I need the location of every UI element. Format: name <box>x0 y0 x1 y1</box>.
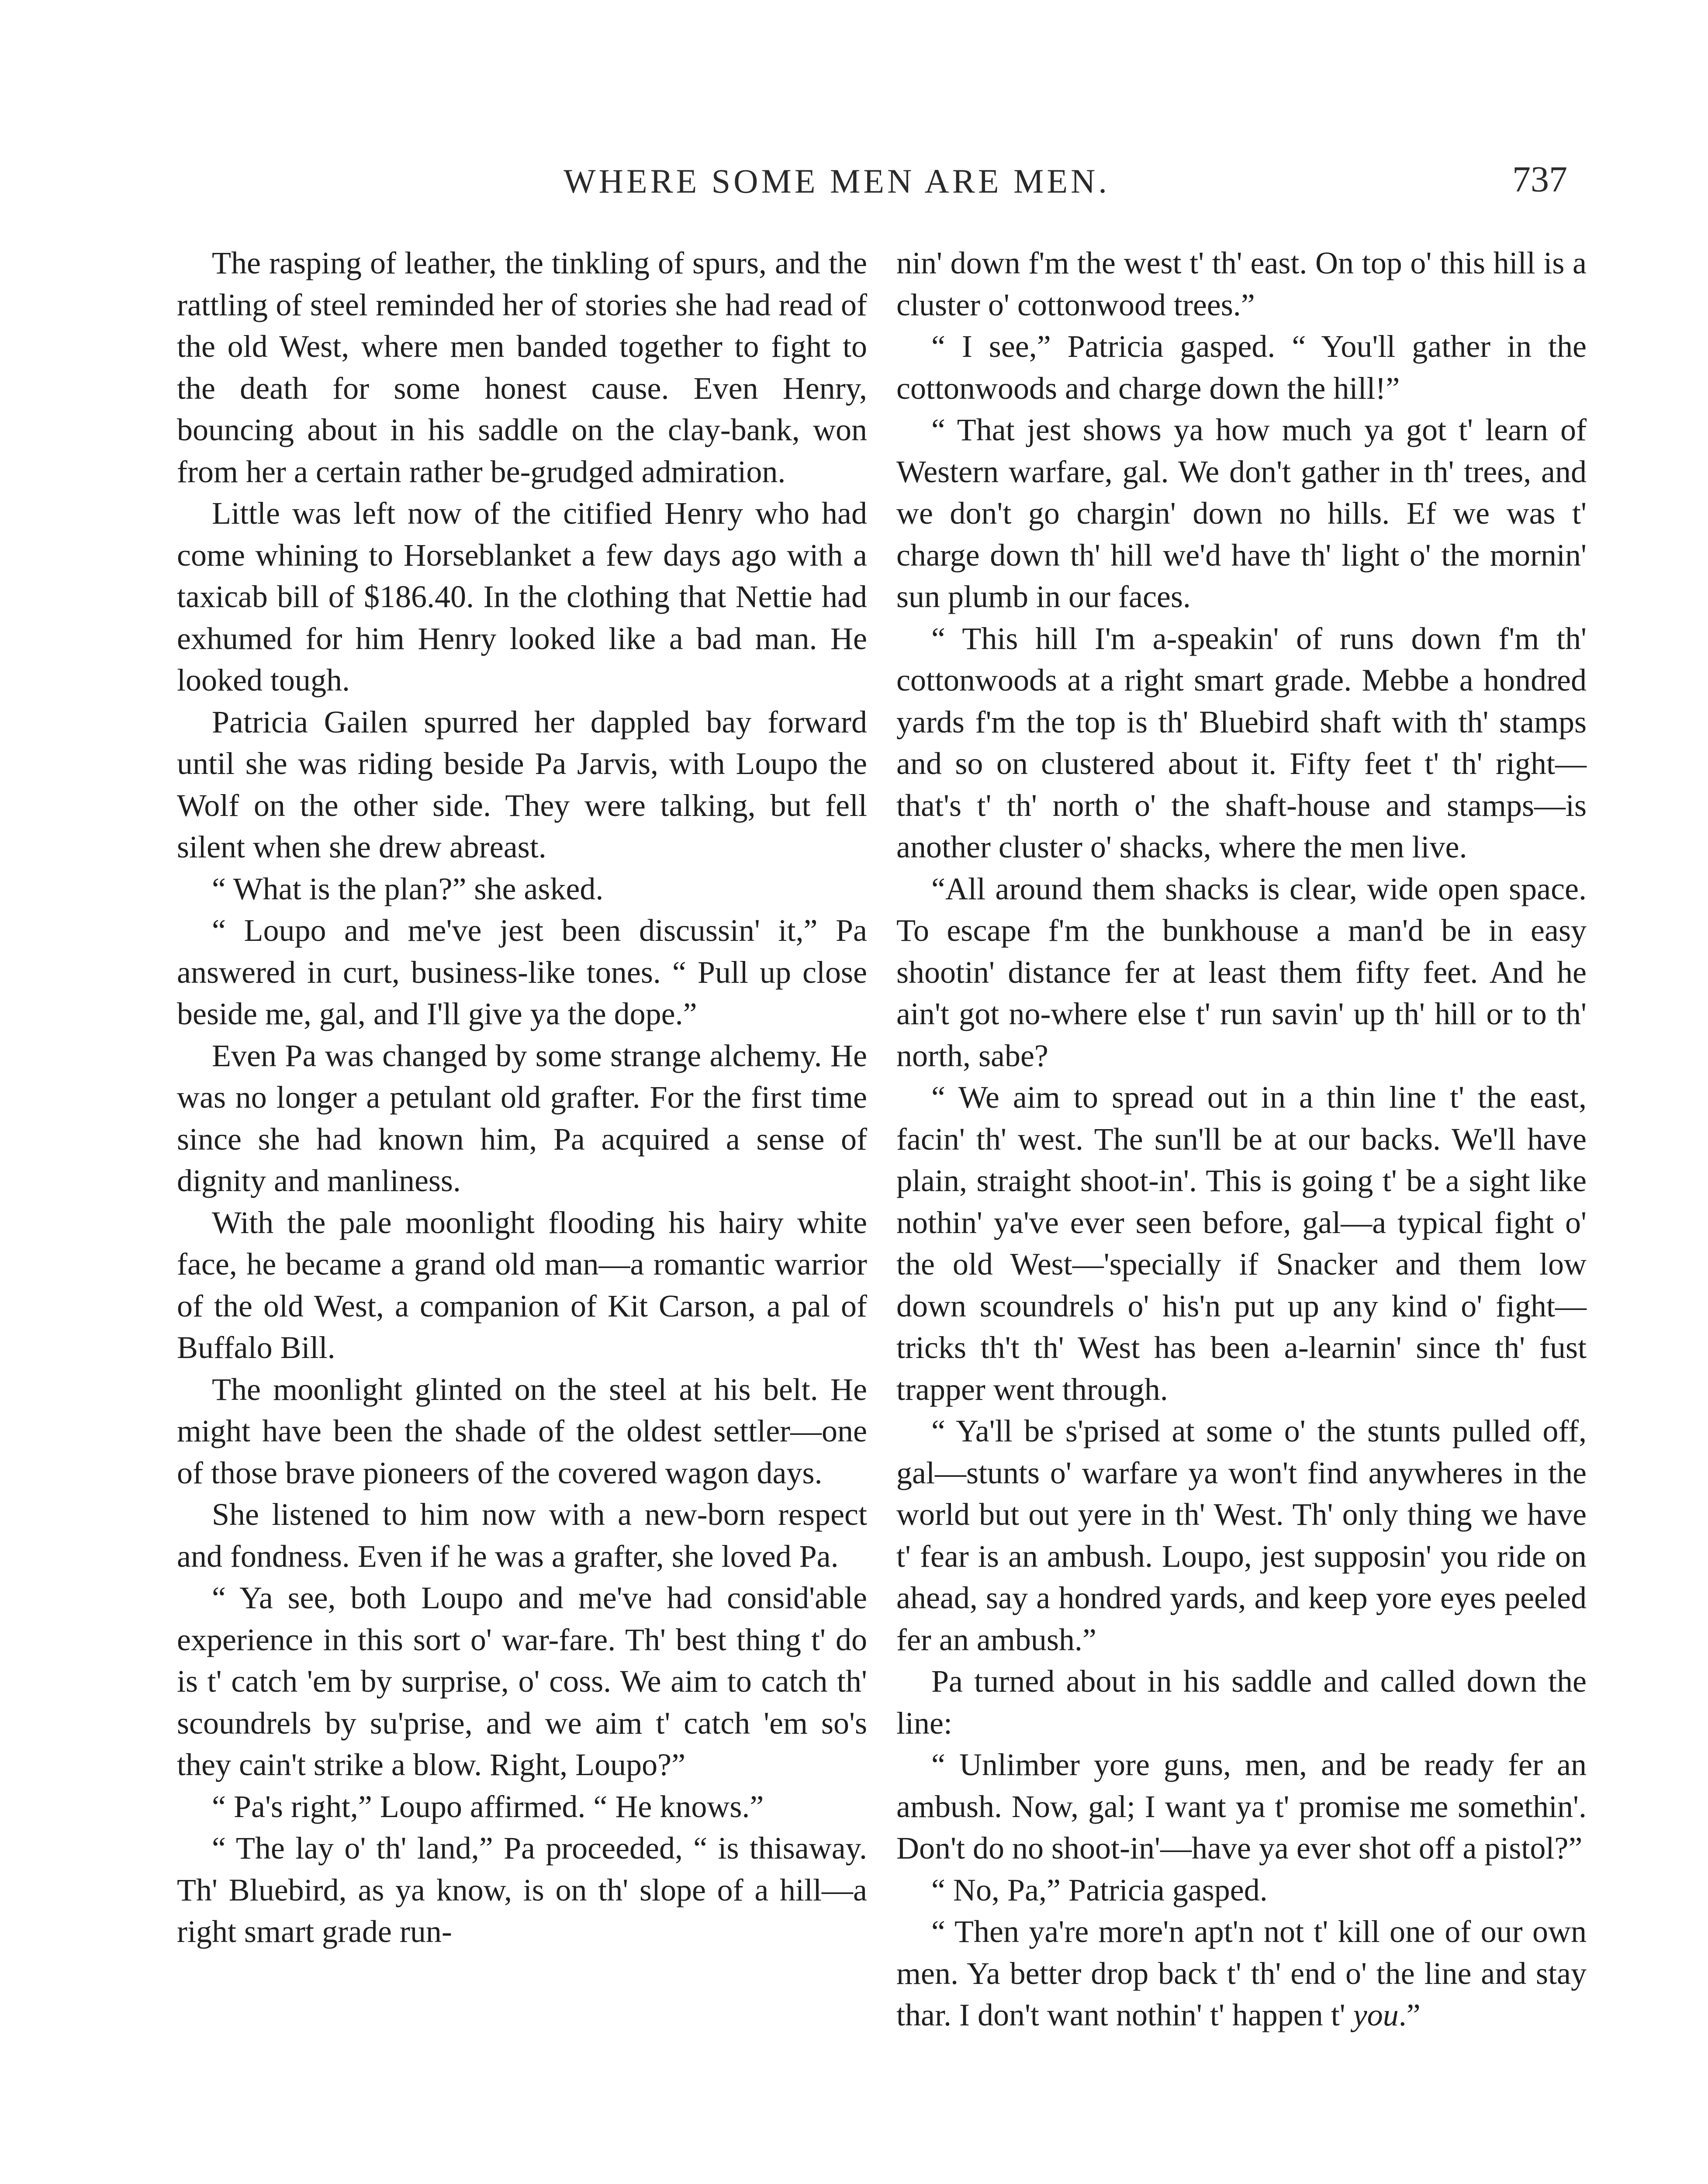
paragraph: With the pale moonlight flooding his hairy white face, he became a grand old man—a romantic warrior of the old West, a companion of Kit Carson, a pal of Buffalo Bill. <box>177 1205 867 1365</box>
paragraph: nin' down f'm the west t' th' east. On top o' this hill is a cluster o' cottonwood trees.” <box>896 245 1587 322</box>
paragraph: “ The lay o' th' land,” Pa proceeded, “ is thisaway. Th' Bluebird, as ya know, is on th' slope of a hill—a right smart grade run- <box>177 1831 867 1949</box>
paragraph: “ We aim to spread out in a thin line t' the east, facin' th' west. The sun'll be at our backs. We'll have plain, straight shoot-in'. This is going t' be a sight like nothin' ya've ever seen before, gal—a typical fight o' the old West—'specially if Snacker and them low down scoundrels o' his'n put up any kind o' fight—tricks th't th' West has been a-learnin' since th' fust trapper went through. <box>896 1080 1587 1407</box>
right-text-column <box>896 242 1587 2036</box>
paragraph: “ Pa's right,” Loupo affirmed. “ He knows.” <box>212 1789 764 1824</box>
paragraph: “ Ya see, both Loupo and me've had consid'able experience in this sort o' war-fare. Th' best thing t' do is t' catch 'em by surprise, o' coss. We aim to catch th' scoundrels by su'prise, and we aim t' catch 'em so's they cain't strike a blow. Right, Loupo?” <box>177 1580 867 1782</box>
paragraph: Pa turned about in his saddle and called down the line: <box>896 1664 1587 1741</box>
paragraph: She listened to him now with a new-born respect and fondness. Even if he was a grafter, she loved Pa. <box>177 1497 867 1574</box>
paragraph: “ Ya'll be s'prised at some o' the stunts pulled off, gal—stunts o' warfare ya won't find anywheres in the world but out yere in th' West. Th' only thing we have t' fear is an ambush. Loupo, jest supposin' you ride on ahead, say a hondred yards, and keep yore eyes peeled fer an ambush.” <box>896 1413 1587 1657</box>
paragraph: “ Loupo and me've jest been discussin' it,” Pa answered in curt, business-like tones. “ Pull up close beside me, gal, and I'll give ya the dope.” <box>177 913 867 1031</box>
paragraph: Little was left now of the citified Henry who had come whining to Horseblanket a few days ago with a taxicab bill of $186.40. In the clothing that Nettie had exhumed for him Henry looked like a bad man. He looked tough. <box>177 496 867 698</box>
paragraph: The rasping of leather, the tinkling of spurs, and the rattling of steel reminded her of stories she had read of the old West, where men banded together to fight to the death for some honest cause. Even Henry, bouncing about in his saddle on the clay-bank, won from her a certain rather be-grudged admiration. <box>177 245 867 489</box>
left-text-column <box>177 242 867 1953</box>
paragraph: Even Pa was changed by some strange alchemy. He was no longer a petulant old grafter. For the first time since she had known him, Pa acquired a sense of dignity and manliness. <box>177 1038 867 1198</box>
paragraph: “ Unlimber yore guns, men, and be ready fer an ambush. Now, gal; I want ya t' promise me somethin'. Don't do no shoot-in'—have ya ever shot off a pistol?” <box>896 1747 1587 1866</box>
paragraph: The moonlight glinted on the steel at his belt. He might have been the shade of the oldest settler—one of those brave pioneers of the covered wagon days. <box>177 1372 867 1490</box>
paragraph: “ No, Pa,” Patricia gasped. <box>931 1872 1268 1908</box>
paragraph: “ Then ya're more'n apt'n not t' kill one of our own men. Ya better drop back t' th' end o' the line and stay thar. I don't want nothin' t' happen t' you.” <box>896 1914 1587 2032</box>
paragraph: “ I see,” Patricia gasped. “ You'll gather in the cottonwoods and charge down the hill!” <box>896 329 1587 406</box>
paragraph: “ What is the plan?” she asked. <box>212 871 604 906</box>
paragraph: Patricia Gailen spurred her dappled bay forward until she was riding beside Pa Jarvis, with Loupo the Wolf on the other side. They were talking, but fell silent when she drew abreast. <box>177 704 867 864</box>
running-head-title: WHERE SOME MEN ARE MEN. <box>564 162 1110 200</box>
paragraph: “ That jest shows ya how much ya got t' learn of Western warfare, gal. We don't gather in th' trees, and we don't go chargin' down no hills. Ef we was t' charge down th' hill we'd have th' light o' the mornin' sun plumb in our faces. <box>896 412 1587 614</box>
emphasis: you <box>1353 1997 1399 2032</box>
paragraph: “ This hill I'm a-speakin' of runs down f'm th' cottonwoods at a right smart grade. Mebbe a hondred yards f'm the top is th' Bluebird shaft with th' stamps and so on clustered about it. Fifty feet t' th' right—that's t' th' north o' the shaft-house and stamps—is another cluster o' shacks, where the men live. <box>896 621 1587 864</box>
paragraph: “All around them shacks is clear, wide open space. To escape f'm the bunkhouse a man'd be in easy shootin' distance fer at least them fifty feet. And he ain't got no-where else t' run savin' up th' hill or to th' north, sabe? <box>896 871 1587 1073</box>
page-number: 737 <box>1512 159 1567 200</box>
